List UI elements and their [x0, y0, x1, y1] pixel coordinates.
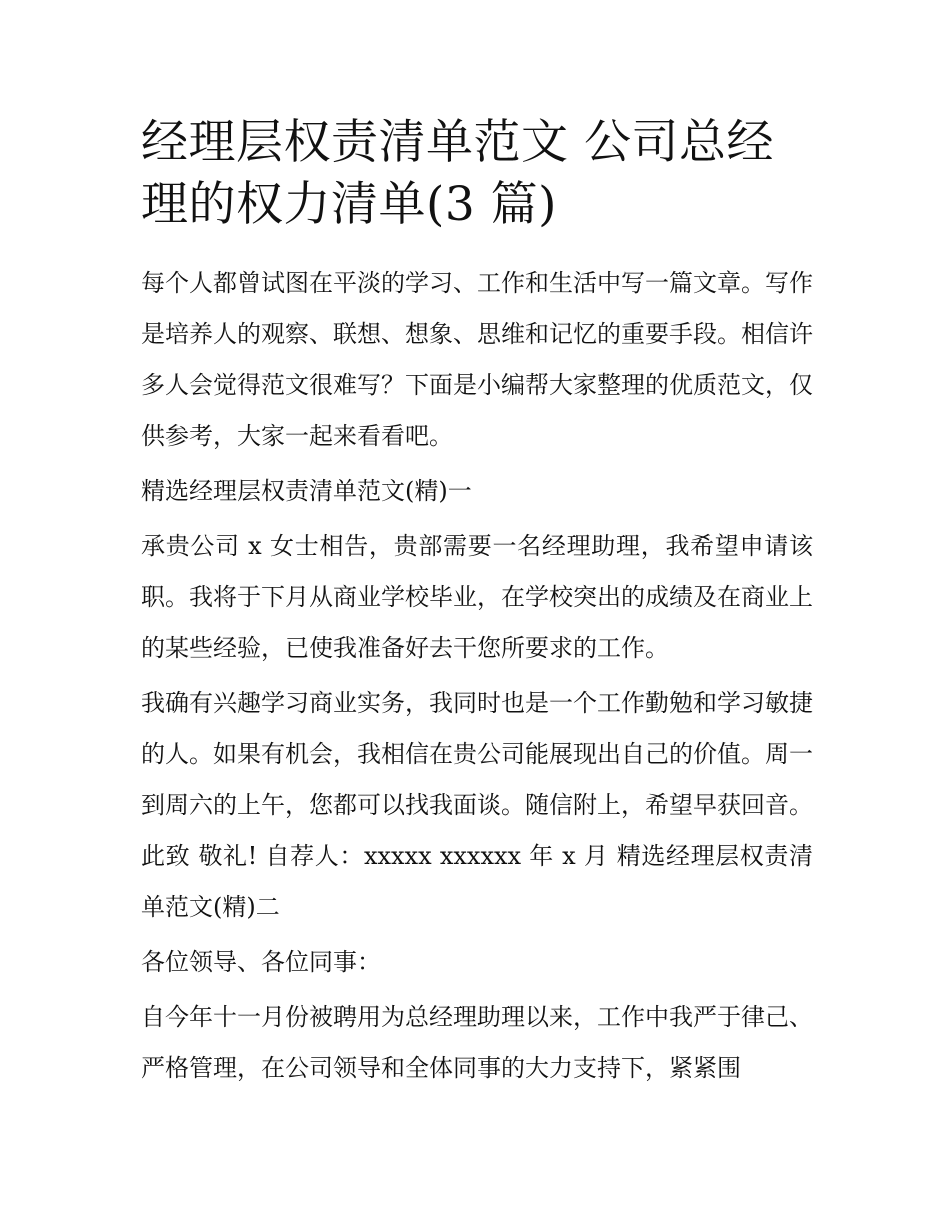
- document-title: 经理层权责清单范文 公司总经理的权力清单(3 篇): [141, 115, 774, 232]
- body-paragraph: 自今年十一月份被聘用为总经理助理以来，工作中我严于律己、严格管理，在公司领导和全体同事的大力支持下，紧紧围: [141, 1003, 813, 1082]
- body-paragraph: 承贵公司 x 女士相告，贵部需要一名经理助理，我希望申请该职。我将于下月从商业学校毕业，在学校突出的成绩及在商业上的某些经验，已使我准备好去干您所要求的工作。: [141, 532, 813, 662]
- salutation: 各位领导、各位同事：: [141, 948, 381, 976]
- body-paragraph: 我确有兴趣学习商业实务，我同时也是一个工作勤勉和学习敏捷的人。如果有机会，我相信在贵公司能展现出自己的价值。周一到周六的上午，您都可以找我面谈。随信附上，希望早获回音。 此致 敬礼! 自荐人：xxxxx xxxxxx 年 x 月 精选经理层权责清单范文(精)二: [141, 689, 813, 921]
- document-body: [141, 112, 813, 1098]
- section-heading-one: 精选经理层权责清单范文(精)一: [141, 477, 472, 505]
- intro-paragraph: 每个人都曾试图在平淡的学习、工作和生活中写一篇文章。写作是培养人的观察、联想、想象、思维和记忆的重要手段。相信许多人会觉得范文很难写？下面是小编帮大家整理的优质范文，仅供参考，大家一起来看看吧。: [141, 269, 813, 450]
